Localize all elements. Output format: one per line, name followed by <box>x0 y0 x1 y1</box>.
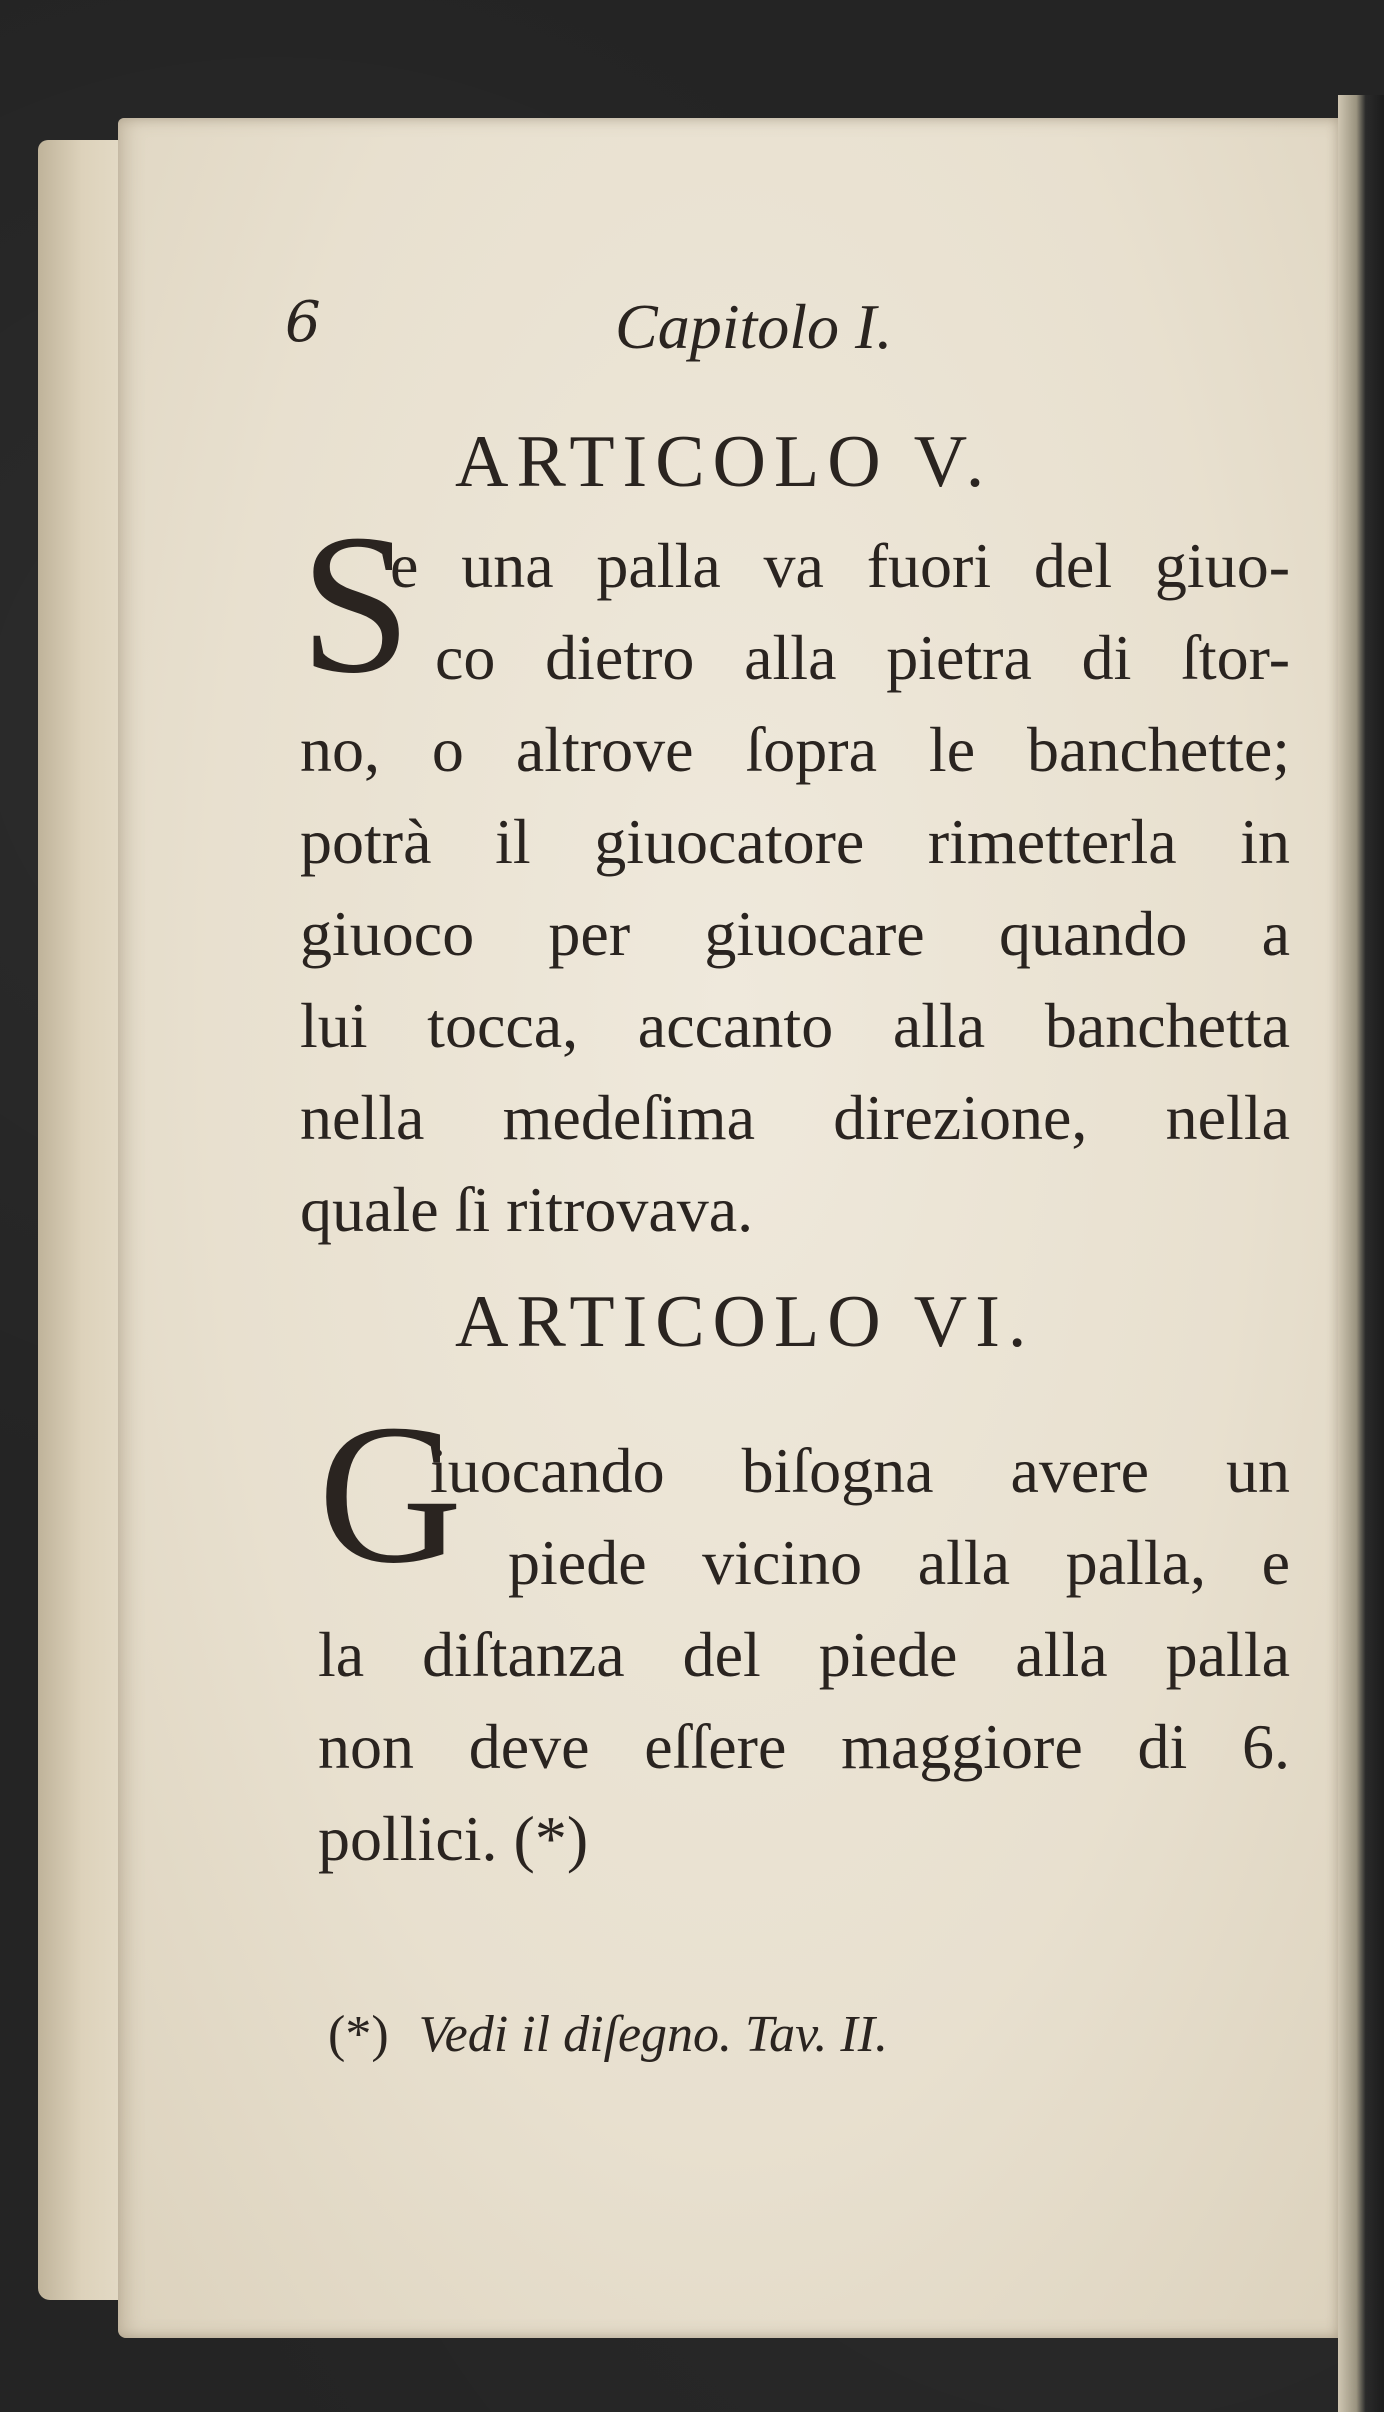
footnote-mark: (*) <box>328 2006 389 2063</box>
text-line: nella medeſima direzione, nella <box>300 1082 1290 1153</box>
footnote <box>328 2005 888 2064</box>
text-line: iuocando biſogna avere un <box>430 1435 1290 1506</box>
footnote-text: Vedi il diſegno. Tav. II. <box>418 2006 889 2063</box>
text-line: co dietro alla pietra di ſtor- <box>435 622 1290 693</box>
page-number: 6 <box>285 290 321 355</box>
text-line: potrà il giuocatore rimetterla in <box>300 806 1290 877</box>
text-line: la diſtanza del piede alla palla <box>318 1619 1290 1690</box>
article-vi-heading: ARTICOLO VI. <box>455 1281 1035 1363</box>
text-line: piede vicino alla palla, e <box>508 1527 1290 1598</box>
text-line: non deve eſſere maggiore di 6. <box>318 1711 1290 1782</box>
running-title: Capitolo I. <box>615 291 893 362</box>
text-line: giuoco per giuocare quando a <box>300 898 1290 969</box>
article-vi-text <box>318 1425 1290 1885</box>
article-v-text <box>300 520 1290 1256</box>
text-line: quale ſi ritrovava. <box>300 1174 754 1245</box>
dropcap-s: S <box>300 494 412 715</box>
text-line: lui tocca, accanto alla banchetta <box>300 990 1290 1061</box>
article-v-heading: ARTICOLO V. <box>455 421 993 503</box>
book-spine <box>1338 95 1384 2412</box>
dropcap-g: G <box>318 1384 463 1605</box>
text-line: no, o altrove ſopra le banchette; <box>300 714 1290 785</box>
text-line: e una palla va fuori del giuo- <box>390 530 1290 601</box>
text-line: pollici. (*) <box>318 1803 589 1874</box>
page-header <box>285 290 985 370</box>
